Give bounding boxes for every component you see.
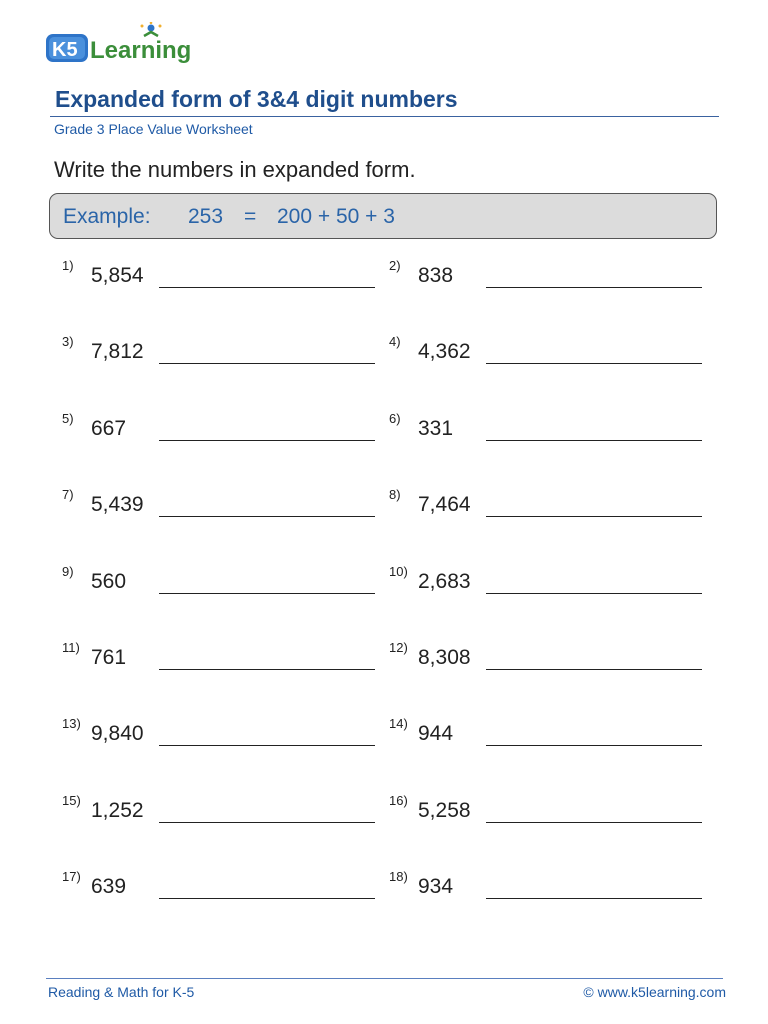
- problem-value: 331: [418, 417, 454, 440]
- problem-value: 5,258: [418, 799, 471, 822]
- problem-number: 9): [62, 564, 74, 579]
- example-box: [49, 193, 717, 239]
- problem-number: 7): [62, 487, 74, 502]
- worksheet-subtitle: Grade 3 Place Value Worksheet: [54, 121, 253, 137]
- answer-line[interactable]: [159, 287, 375, 288]
- problem-number: 12): [389, 640, 408, 655]
- problem-value: 761: [91, 646, 127, 669]
- answer-line[interactable]: [486, 287, 702, 288]
- problem-item: [62, 487, 392, 527]
- problem-value: 934: [418, 875, 454, 898]
- problem-value: 944: [418, 722, 454, 745]
- problem-number: 8): [389, 487, 401, 502]
- example-expansion: 200 + 50 + 3: [277, 205, 395, 228]
- problem-number: 3): [62, 334, 74, 349]
- answer-line[interactable]: [159, 593, 375, 594]
- problem-item: [62, 258, 392, 298]
- problem-value: 5,854: [91, 264, 144, 287]
- problem-number: 17): [62, 869, 81, 884]
- problem-item: [389, 564, 719, 604]
- k5-learning-logo: [46, 22, 206, 68]
- problem-value: 1,252: [91, 799, 144, 822]
- answer-line[interactable]: [159, 363, 375, 364]
- problem-number: 5): [62, 411, 74, 426]
- answer-line[interactable]: [159, 669, 375, 670]
- answer-line[interactable]: [159, 898, 375, 899]
- problem-number: 6): [389, 411, 401, 426]
- problem-item: [389, 869, 719, 909]
- problem-number: 4): [389, 334, 401, 349]
- problem-item: [62, 411, 392, 451]
- answer-line[interactable]: [486, 516, 702, 517]
- problem-item: [389, 793, 719, 833]
- problem-value: 2,683: [418, 570, 471, 593]
- answer-line[interactable]: [486, 822, 702, 823]
- problem-number: 10): [389, 564, 408, 579]
- answer-line[interactable]: [486, 363, 702, 364]
- footer-divider: [46, 978, 723, 979]
- answer-line[interactable]: [486, 440, 702, 441]
- answer-line[interactable]: [159, 822, 375, 823]
- problem-number: 15): [62, 793, 81, 808]
- problem-value: 7,464: [418, 493, 471, 516]
- problem-item: [62, 564, 392, 604]
- problem-number: 18): [389, 869, 408, 884]
- problem-number: 16): [389, 793, 408, 808]
- answer-line[interactable]: [486, 898, 702, 899]
- problem-value: 667: [91, 417, 127, 440]
- problem-value: 560: [91, 570, 127, 593]
- problem-item: [389, 716, 719, 756]
- answer-line[interactable]: [486, 669, 702, 670]
- problem-value: 838: [418, 264, 454, 287]
- problem-number: 2): [389, 258, 401, 273]
- instructions: Write the numbers in expanded form.: [54, 157, 416, 182]
- problem-item: [389, 487, 719, 527]
- answer-line[interactable]: [486, 593, 702, 594]
- problem-value: 7,812: [91, 340, 144, 363]
- problem-item: [389, 640, 719, 680]
- title-divider: [50, 116, 719, 117]
- problem-item: [389, 411, 719, 451]
- problem-value: 4,362: [418, 340, 471, 363]
- problem-value: 8,308: [418, 646, 471, 669]
- problem-item: [389, 334, 719, 374]
- problem-value: 5,439: [91, 493, 144, 516]
- svg-text:K5: K5: [52, 39, 78, 61]
- problem-item: [62, 869, 392, 909]
- problem-item: [62, 716, 392, 756]
- problem-item: [62, 793, 392, 833]
- problem-number: 13): [62, 716, 81, 731]
- svg-text:Learning: Learning: [90, 37, 192, 64]
- example-label: Example:: [63, 205, 151, 228]
- problem-number: 11): [62, 640, 80, 655]
- answer-line[interactable]: [159, 440, 375, 441]
- problem-number: 14): [389, 716, 408, 731]
- example-number: 253: [188, 205, 224, 228]
- problem-item: [62, 640, 392, 680]
- answer-line[interactable]: [159, 516, 375, 517]
- problem-item: [389, 258, 719, 298]
- problem-number: 1): [62, 258, 74, 273]
- example-equals: =: [244, 205, 257, 228]
- footer-website: © www.k5learning.com: [583, 984, 726, 1000]
- footer-tagline: Reading & Math for K-5: [48, 984, 195, 1000]
- problem-item: [62, 334, 392, 374]
- answer-line[interactable]: [159, 745, 375, 746]
- worksheet-title: Expanded form of 3&4 digit numbers: [55, 86, 458, 112]
- problem-value: 9,840: [91, 722, 144, 745]
- problem-value: 639: [91, 875, 127, 898]
- answer-line[interactable]: [486, 745, 702, 746]
